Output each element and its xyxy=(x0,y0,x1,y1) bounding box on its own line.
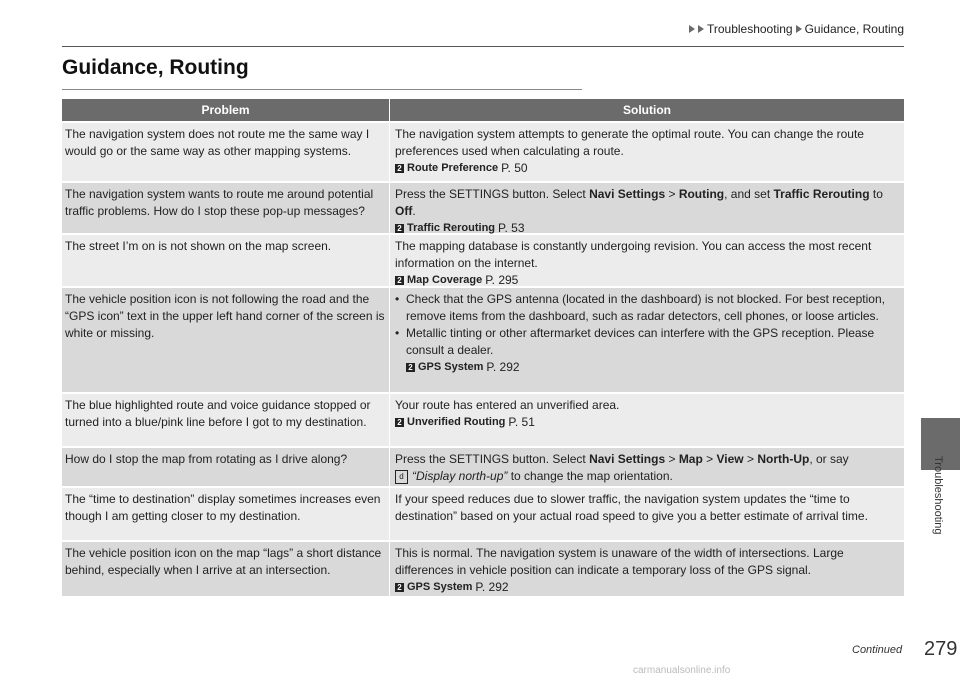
menu-item-name: Navi Settings xyxy=(589,187,666,201)
text-run: Metallic tinting or other aftermarket devices can interfere with the GPS reception. Please consult a dealer. xyxy=(406,326,875,357)
reference-title: GPS System xyxy=(407,581,473,593)
reference-page: P. 53 xyxy=(498,221,525,235)
problem-cell: The street I’m on is not shown on the map screen. xyxy=(62,235,390,286)
menu-item-name: Traffic Rerouting xyxy=(773,187,870,201)
problem-cell: The vehicle position icon on the map “lags” a short distance behind, especially when I arrive at an intersection. xyxy=(62,542,390,596)
text-run: to xyxy=(869,187,883,201)
solution-cell xyxy=(390,183,904,233)
title-underline xyxy=(62,89,582,90)
reference-title: Traffic Rerouting xyxy=(407,222,496,234)
solution-cell xyxy=(390,448,904,486)
solution-cell xyxy=(390,394,904,446)
reference-title: Unverified Routing xyxy=(407,416,506,428)
table-row xyxy=(62,486,904,540)
breadcrumb-page: Guidance, Routing xyxy=(804,22,904,36)
reference-arrow-icon: 2 xyxy=(395,224,404,233)
cross-reference[interactable] xyxy=(395,272,900,289)
menu-item-name: North-Up xyxy=(757,452,810,466)
reference-arrow-icon: 2 xyxy=(395,583,404,592)
table-row xyxy=(62,181,904,233)
menu-item-name: Map xyxy=(678,452,703,466)
reference-arrow-icon: 2 xyxy=(395,164,404,173)
text-run: > xyxy=(702,452,717,466)
voice-command-icon: d xyxy=(395,470,408,484)
text-run: , or say xyxy=(809,452,849,466)
problem-cell: The “time to destination” display sometimes increases even though I am getting closer to my destination. xyxy=(62,488,390,540)
voice-command-line xyxy=(395,468,900,485)
bullet-text: Check that the GPS antenna (located in the dashboard) is not blocked. For best reception, remove items from the dashboard, such as radar detectors, cell phones, or loose articles. xyxy=(406,292,885,323)
header-divider xyxy=(62,46,904,47)
reference-page: P. 292 xyxy=(486,360,520,374)
solution-text: The navigation system attempts to generate the optimal route. You can change the route preferences used when calculating a route. xyxy=(395,127,864,158)
table-row xyxy=(62,286,904,392)
solution-cell xyxy=(390,288,904,392)
bullet-icon: • xyxy=(395,292,400,306)
troubleshooting-table xyxy=(62,99,904,596)
solution-text xyxy=(395,451,900,468)
bullet-item xyxy=(395,291,900,325)
solution-text: This is normal. The navigation system is unaware of the width of intersections. Large differences in vehicle position can indicate a temporary loss of the GPS signal. xyxy=(395,546,844,577)
text-run: Press the SETTINGS button. Select xyxy=(395,452,590,466)
reference-page: P. 295 xyxy=(485,273,519,287)
text-run: to change the map orientation. xyxy=(507,469,673,483)
problem-cell: How do I stop the map from rotating as I drive along? xyxy=(62,448,390,486)
menu-item-name: Off xyxy=(395,204,413,218)
bullet-item xyxy=(395,325,900,376)
bullet-text xyxy=(406,325,900,376)
reference-arrow-icon: 2 xyxy=(395,276,404,285)
voice-command-text: “Display north-up” xyxy=(412,469,508,483)
text-run: Press the SETTINGS button. Select xyxy=(395,187,590,201)
menu-item-name: Routing xyxy=(678,187,725,201)
problem-cell: The vehicle position icon is not following the road and the “GPS icon” text in the upper left hand corner of the screen is white or missing. xyxy=(62,288,390,392)
bullet-icon: • xyxy=(395,326,400,340)
solution-text xyxy=(395,186,900,220)
page-number: 279 xyxy=(924,638,958,660)
solution-cell xyxy=(390,235,904,286)
text-run: > xyxy=(665,452,679,466)
text-run: . xyxy=(412,204,416,218)
table-row xyxy=(62,446,904,486)
breadcrumb xyxy=(689,22,904,36)
reference-page: P. 50 xyxy=(501,161,528,175)
reference-title: Route Preference xyxy=(407,162,499,174)
reference-title: Map Coverage xyxy=(407,274,483,286)
solution-cell xyxy=(390,123,904,181)
continued-label: Continued xyxy=(852,644,903,656)
reference-arrow-icon: 2 xyxy=(406,363,415,372)
solution-cell: If your speed reduces due to slower traffic, the navigation system updates the “time to destination” based on your actual road speed to give you a better estimate of arrival time. xyxy=(395,492,868,523)
page-title: Guidance, Routing xyxy=(62,56,249,79)
cross-reference[interactable] xyxy=(395,160,900,177)
breadcrumb-arrow-icon xyxy=(796,25,802,33)
reference-arrow-icon: 2 xyxy=(395,418,404,427)
solution-text: The mapping database is constantly undergoing revision. You can access the most recent information on the internet. xyxy=(395,239,872,270)
problem-cell: The navigation system does not route me the same way I would go or the same way as other mapping systems. xyxy=(62,123,390,181)
menu-item-name: Navi Settings xyxy=(589,452,666,466)
solution-cell xyxy=(390,542,904,596)
header-solution: Solution xyxy=(623,103,671,117)
solution-text: Your route has entered an unverified area. xyxy=(395,398,620,412)
cross-reference[interactable] xyxy=(395,579,900,596)
table-row xyxy=(62,392,904,446)
table-row xyxy=(62,121,904,181)
header-problem: Problem xyxy=(62,99,390,121)
breadcrumb-arrow-icon xyxy=(689,25,695,33)
reference-title: GPS System xyxy=(418,361,484,373)
text-run: > xyxy=(665,187,679,201)
breadcrumb-section: Troubleshooting xyxy=(706,22,793,36)
text-run: > xyxy=(743,452,758,466)
reference-page: P. 292 xyxy=(475,580,509,594)
reference-page: P. 51 xyxy=(508,415,535,429)
watermark: carmanualsonline.info xyxy=(633,665,731,676)
section-label: Troubleshooting xyxy=(932,456,944,535)
problem-cell: The navigation system wants to route me around potential traffic problems. How do I stop these pop-up messages? xyxy=(62,183,390,233)
cross-reference[interactable] xyxy=(395,414,900,431)
cross-reference[interactable] xyxy=(406,359,900,376)
menu-item-name: View xyxy=(716,452,744,466)
text-run: , and set xyxy=(724,187,774,201)
table-row xyxy=(62,233,904,286)
table-row xyxy=(62,540,904,596)
table-header xyxy=(62,99,904,121)
breadcrumb-arrow-icon xyxy=(698,25,704,33)
problem-cell: The blue highlighted route and voice guidance stopped or turned into a blue/pink line before I got to my destination. xyxy=(62,394,390,446)
